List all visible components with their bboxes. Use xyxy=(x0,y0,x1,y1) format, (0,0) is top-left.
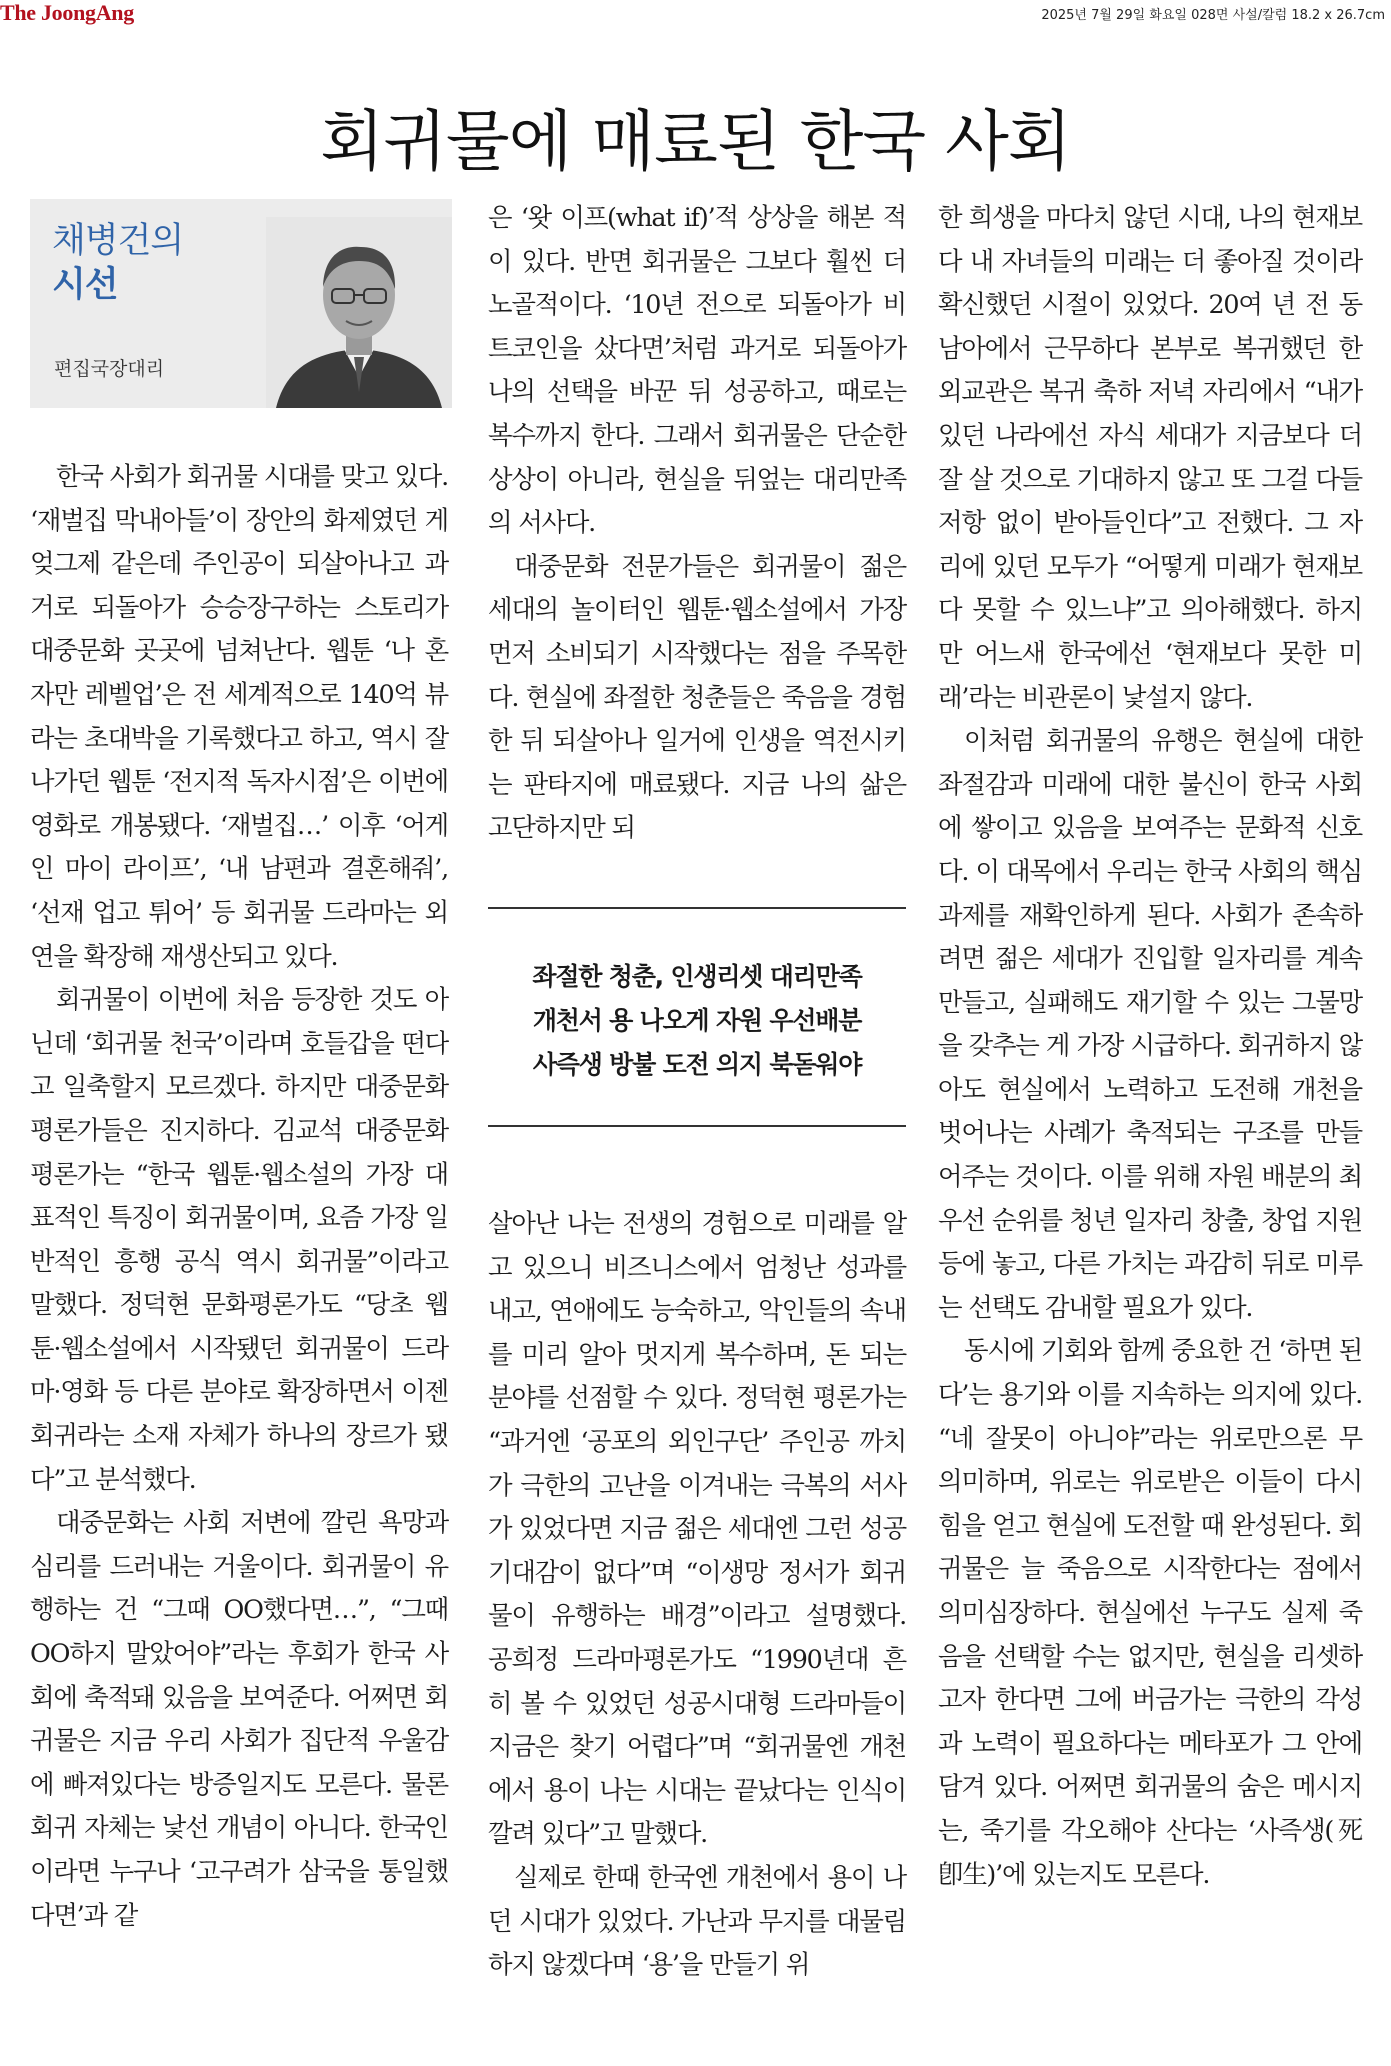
pull-quote-line: 개천서 용 나오게 자원 우선배분 xyxy=(532,1006,862,1035)
paragraph: 살아난 나는 전생의 경험으로 미래를 알고 있으니 비즈니스에서 엄청난 성과를 내고, 연애에도 능숙하고, 악인들의 속내를 미리 알아 멋지게 복수하며, 돈 되는 분야를 선점할 수 있다. 정덕현 평론가는 “과거엔 ‘공포의 외인구단’ 주인공 까치가 극한의 고난을 이겨내는 극복의 서사가 있었다면 지금 젊은 세대엔 그런 성공 기대감이 없다”며 “이생망 정서가 회귀물이 유행하는 배경”이라고 설명했다. 공희정 드라마평론가도 “1990년대 흔히 볼 수 있었던 성공시대형 드라마들이 지금은 찾기 어렵다”며 “회귀물엔 개천에서 용이 나는 시대는 끝났다는 인식이 깔려 있다”고 말했다. xyxy=(488,1208,906,1849)
newspaper-logo: The JoongAng xyxy=(0,0,134,25)
paragraph: 실제로 한때 한국엔 개천에서 용이 나던 시대가 있었다. 가난과 무지를 대물림하지 않겠다며 ‘용’을 만들기 위 xyxy=(488,1861,906,1980)
columnist-byline xyxy=(30,199,452,408)
masthead xyxy=(0,0,1391,30)
column-name xyxy=(52,219,183,307)
columnist-role: 편집국장대리 xyxy=(54,358,165,380)
column-name-line1: 채병건의 xyxy=(52,221,184,261)
article-column-2-bottom xyxy=(488,1202,906,1987)
pull-quote-bottom-rule xyxy=(488,1125,906,1127)
columnist-portrait xyxy=(266,217,452,408)
paragraph: 대중문화 전문가들은 회귀물이 젊은 세대의 놀이터인 웹툰·웹소설에서 가장 먼저 소비되기 시작했다는 점을 주목한다. 현실에 좌절한 청춘들은 죽음을 경험한 뒤 되살아나 일거에 인생을 역전시키는 판타지에 매료됐다. 지금 나의 삶은 고단하지만 되 xyxy=(488,550,906,843)
paragraph: 한 희생을 마다치 않던 시대, 나의 현재보다 내 자녀들의 미래는 더 좋아질 것이라 확신했던 시절이 있었다. 20여 년 전 동남아에서 근무하다 본부로 복귀했던 한 외교관은 복귀 축하 저녁 자리에서 “내가 있던 나라에선 자식 세대가 지금보다 더 잘 살 것으로 기대하지 않고 또 그걸 다들 저항 없이 받아들인다”고 전했다. 그 자리에 있던 모두가 “어떻게 미래가 현재보다 못할 수 있느냐”고 의아해했다. 하지만 어느새 한국에선 ‘현재보다 못한 미래’라는 비관론이 낯설지 않다. xyxy=(938,202,1362,712)
dateline: 2025년 7월 29일 화요일 028면 사설/칼럼 18.2 x 26.7cm xyxy=(1041,8,1385,23)
paragraph: 이처럼 회귀물의 유행은 현실에 대한 좌절감과 미래에 대한 불신이 한국 사회에 쌓이고 있음을 보여주는 문화적 신호다. 이 대목에서 우리는 한국 사회의 핵심 과제를 재확인하게 된다. 사회가 존속하려면 젊은 세대가 진입할 일자리를 계속 만들고, 실패해도 재기할 수 있는 그물망을 갖추는 게 가장 시급하다. 회귀하지 않아도 현실에서 노력하고 도전해 개천을 벗어나는 사례가 축적되는 구조를 만들어주는 것이다. 이를 위해 자원 배분의 최우선 순위를 청년 일자리 창출, 창업 지원 등에 놓고, 다른 가치는 과감히 뒤로 미루는 선택도 감내할 필요가 있다. xyxy=(938,725,1362,1322)
article-column-2-top xyxy=(488,196,906,850)
paragraph: 회귀물이 이번에 처음 등장한 것도 아닌데 ‘회귀물 천국’이라며 호들갑을 떤다고 일축할지 모르겠다. 하지만 대중문화 평론가들은 진지하다. 김교석 대중문화평론가는 “한국 웹툰·웹소설의 가장 대표적인 특징이 회귀물이며, 요즘 가장 일반적인 흥행 공식 역시 회귀물”이라고 말했다. 정덕현 문화평론가도 “당초 웹툰·웹소설에서 시작됐던 회귀물이 드라마·영화 등 다른 분야로 확장하면서 이젠 회귀라는 소재 자체가 하나의 장르가 됐다”고 분석했다. xyxy=(30,984,448,1494)
pull-quote-text xyxy=(488,909,906,1125)
column-name-line2: 시선 xyxy=(52,265,118,305)
paragraph: 동시에 기회와 함께 중요한 건 ‘하면 된다’는 용기와 이를 지속하는 의지에 있다. “네 잘못이 아니야”라는 위로만으론 무의미하며, 위로는 위로받은 이들이 다시 힘을 얻고 현실에 도전할 때 완성된다. 회귀물은 늘 죽음으로 시작한다는 점에서 의미심장하다. 현실에선 누구도 실제 죽음을 선택할 수는 없지만, 현실을 리셋하고자 한다면 그에 버금가는 극한의 각성과 노력이 필요하다는 메타포가 그 안에 담겨 있다. 어쩌면 회귀물의 숨은 메시지는, 죽기를 각오해야 산다는 ‘사즉생(死卽生)’에 있는지도 모른다. xyxy=(938,1335,1363,1889)
pull-quote-line: 사즉생 방불 도전 의지 북돋워야 xyxy=(532,1050,862,1079)
headline: 회귀물에 매료된 한국 사회 xyxy=(320,103,1071,181)
pull-quote-line: 좌절한 청춘, 인생리셋 대리만족 xyxy=(532,962,862,991)
article-column-3 xyxy=(938,196,1362,1896)
pull-quote xyxy=(488,907,906,1127)
paragraph: 은 ‘왓 이프(what if)’적 상상을 해본 적이 있다. 반면 회귀물은 그보다 훨씬 더 노골적이다. ‘10년 전으로 되돌아가 비트코인을 샀다면’처럼 과거로 되돌아가 나의 선택을 바꾼 뒤 성공하고, 때로는 복수까지 한다. 그래서 회귀물은 단순한 상상이 아니라, 현실을 뒤엎는 대리만족의 서사다. xyxy=(488,202,906,538)
article-column-1 xyxy=(30,455,448,1937)
paragraph: 한국 사회가 회귀물 시대를 맞고 있다. ‘재벌집 막내아들’이 장안의 화제였던 게 엊그제 같은데 주인공이 되살아나고 과거로 되돌아가 승승장구하는 스토리가 대중문화 곳곳에 넘쳐난다. 웹툰 ‘나 혼자만 레벨업’은 전 세계적으로 140억 뷰라는 초대박을 기록했다고 하고, 역시 잘 나가던 웹툰 ‘전지적 독자시점’은 이번에 영화로 개봉됐다. ‘재벌집…’ 이후 ‘어게인 마이 라이프’, ‘내 남편과 결혼해줘’, ‘선재 업고 튀어’ 등 회귀물 드라마는 외연을 확장해 재생산되고 있다. xyxy=(30,461,448,971)
paragraph: 대중문화는 사회 저변에 깔린 욕망과 심리를 드러내는 거울이다. 회귀물이 유행하는 건 “그때 OO했다면…”, “그때 OO하지 말았어야”라는 후회가 한국 사회에 축적돼 있음을 보여준다. 어쩌면 회귀물은 지금 우리 사회가 집단적 우울감에 빠져있다는 방증일지도 모른다. 물론 회귀 자체는 낯선 개념이 아니다. 한국인이라면 누구나 ‘고구려가 삼국을 통일했다면’과 같 xyxy=(30,1507,448,1930)
